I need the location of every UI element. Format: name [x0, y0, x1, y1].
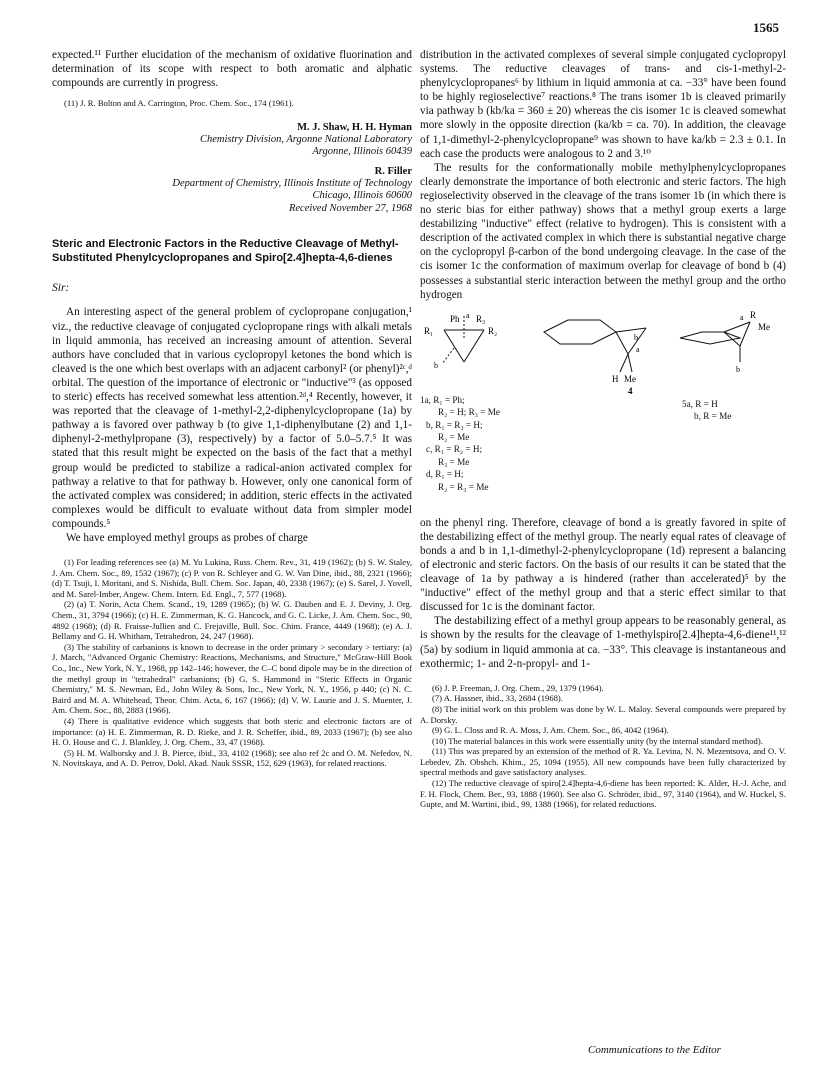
struct-label: H	[612, 373, 619, 384]
compound-label: 5a, R = H	[682, 398, 718, 409]
footnote: (8) The initial work on this problem was done by W. L. Maloy. Several compounds were prepared by A. Dorsky.	[420, 703, 786, 725]
section-footer: Communications to the Editor	[588, 1044, 721, 1056]
compound-labels-1	[420, 394, 500, 493]
struct-label: a	[740, 312, 744, 322]
right-column	[420, 48, 786, 810]
structure-drawings	[420, 310, 786, 394]
affiliation-1b: Argonne, Illinois 60439	[312, 146, 412, 158]
footnote: (2) (a) T. Norin, Acta Chem. Scand., 19, 1289 (1965); (b) W. G. Dauben and E. J. Deviny, J. Org. Chem., 31, 3794 (1966); (c) H. E. Zimmerman, K. G. Hancock, and G. C. Licke, J. Am. Chem. Soc., 90, 4892 (1968); (d) R. Fraisse-Jullien and C. Frejaville, Bull. Soc. Chim. France, 4449 (1968); (e) A. J. Bellamy and G. H. Whitham, Tetrahedron, 24, 247 (1968).	[52, 599, 412, 642]
body-paragraph-5: on the phenyl ring. Therefore, cleavage of bond a is greatly favored in spite of the destabilizing effect of the methyl group. The nearly equal rates of cleavage of bonds a and b in 1,1-dimethyl-2-phenylcyclopropane (1d) represent a balancing of electronic and steric factors. On the basis of our results it can be stated that the cleavage of 1a by pathway a is hindered (rather than accelerated)⁵ by the "inductive" effect of the methyl group and that a steric effect similar to that discussed for 1c is the dominant factor.	[420, 516, 786, 614]
footnote: (11) This was prepared by an extension of the method of R. Ya. Levina, N. N. Mezentsova, and O. V. Lebedev, Zh. Obshch. Khim., 25, 1094 (1955). All new compounds have been fully characterized by spectral methods and gave satisfactory analyses.	[420, 746, 786, 778]
footnotes-left	[52, 557, 412, 769]
struct-label: b	[434, 360, 438, 370]
body-paragraph-6: The destabilizing effect of a methyl group appears to be reasonably general, as is shown by the results for the cleavage of 1-methylspiro[2.4]hepta-4,6-diene¹¹,¹² (5a) by sodium in liquid ammonia at ca. −33°. This cleavage is instantaneous and exothermic; 1- and 2-n-propyl- and 1-	[420, 615, 786, 670]
page-number: 1565	[753, 20, 779, 35]
compound-label: b, R = Me	[694, 411, 732, 422]
compound-labels-5	[682, 398, 731, 423]
author-line-1: M. J. Shaw, H. H. Hyman	[297, 121, 412, 133]
footnote: (3) The stability of carbanions is known to decrease in the order primary > secondary > tertiary: (a) J. March, "Advanced Organic Chemistry: Reactions, Mechanisms, and Structure," McGraw-Hill Book Co., Inc., New York, N. Y., 1968, pp 142–146; however, the C–C bond dipole may be in the direction of the methyl group in "tetrahedral" carbanions; (b) G. S. Hammond in "Steric Effects in Organic Chemistry," M. S. Newman, Ed., John Wiley & Sons, Inc., New York, N. Y., 1956, p 440; (c) N. C. Baird and M. A. Whitehead, Theor. Chim. Acta, 6, 167 (1966); (d) V. W. Laurie and J. S. Muenter, J. Am. Chem. Soc., 88, 2883 (1966).	[52, 641, 412, 716]
article-title: Steric and Electronic Factors in the Reductive Cleavage of Methyl-Substituted Phenylcyclopropanes and Spiro[2.4]hepta-4,6-dienes	[52, 238, 399, 265]
compound-label: b, R₁ = R₃ = H;	[426, 419, 483, 430]
left-column	[52, 48, 412, 769]
struct-label: Me	[758, 321, 770, 332]
struct-label: b	[736, 364, 740, 374]
footnote: (5) H. M. Walborsky and J. B. Pierce, ibid., 33, 4102 (1968); see also ref 2c and O. M. Nefedov, N. N. Novitskaya, and A. D. Petrov, Dokl. Akad. Nauk SSSR, 152, 629 (1963), for related reactions.	[52, 747, 412, 769]
body-paragraph-3: distribution in the activated complexes of several simple conjugated cyclopropyl systems. The reductive cleavages of trans- and cis-1-methyl-2-phenylcyclopropanes⁶ by lithium in liquid ammonia at ca. −33° have been found to be highly regioselective⁷ reactions.⁸ The trans isomer 1b is cleaved primarily via pathway b (kb/ka = 360 ± 20) whereas the cis isomer 1c is cleaved somewhat more slowly in the opposite direction (ka/kb = ca. 70). In addition, the cleavage of 1,1-dimethyl-2-phenylcyclopropane⁹ was shown to have ka/kb = 2.3 ± 0.1. In each case the products were analogous to 2 and 3.¹⁰	[420, 49, 786, 160]
footnote: (6) J. P. Freeman, J. Org. Chem., 29, 1379 (1964).	[432, 682, 604, 693]
struct-label: b	[634, 332, 638, 342]
structure-figure	[420, 310, 786, 510]
structure-4	[544, 320, 646, 372]
author-line-2: R. Filler	[374, 165, 412, 177]
struct-label: R	[750, 309, 757, 320]
footnote: (12) The reductive cleavage of spiro[2.4]hepta-4,6-diene has been reported: K. Alder, H.-J. Ache, and F. H. Flock, Chem. Ber., 93, 1888 (1960). See also G. Schröder, ibid., 97, 3140 (1964), and W. Huckel, S. Gupte, and M. Wartini, ibid., 99, 1388 (1966), for related reductions.	[420, 778, 786, 810]
body-paragraph-1: An interesting aspect of the general problem of cyclopropane conjugation,¹ viz., the reductive cleavage of conjugated cyclopropane rings with alkali metals in liquid ammonia, has received an increasing amount of attention. Several authors have concluded that in various cyclopropyl ketones the bond which is cleaved is the one which best overlaps with an adjacent carbonyl² (or phenyl)²ᶜ,ᵈ orbital. The question of the importance of electronic or "inductive"³ (as opposed to steric) effects has received somewhat less attention.²ᵈ,⁴ Recently, however, it was reported that the cleavage of 1-methyl-2,2-diphenylcyclopropane (1a) by pathway a is favored over pathway b (to give 1,1-diphenylbutane (2) and 1,1-diphenyl-2-methylpropane (3), respectively) by a factor of 5.0–5.7.⁵ It was stated that this result might be expected on the basis of the fact that a methyl group would be predicted to stabilize a radical-anion activated complex for pathway a relative to that for pathway b. However, only one canonical form of the activated complex was considered; in addition, steric effects in the activated complexes would be difficult to evaluate without data from simpler model compounds.⁵	[52, 306, 412, 530]
compound-label: R₂ = H; R₃ = Me	[438, 407, 500, 418]
footnote: (9) G. L. Closs and R. A. Moss, J. Am. Chem. Soc., 86, 4042 (1964).	[432, 725, 669, 736]
compound-label: R₃ = Me	[438, 456, 470, 467]
footnote: (1) For leading references see (a) M. Yu Lukina, Russ. Chem. Rev., 31, 419 (1962); (b) S. W. Staley, J. Am. Chem. Soc., 89, 1532 (1967); (c) P. von R. Schleyer and G. W. Van Dine, ibid., 88, 2321 (1966); (d) T. Tsuji, I. Moritani, and S. Nishida, Bull. Chem. Soc. Japan, 40, 2338 (1967); (e) S. Sarel, J. Yovell, and M. Sarel-Imber, Angew. Chem. Intern. Ed. Engl., 7, 577 (1968).	[52, 557, 412, 599]
compound-label: 1a, R₁ = Ph;	[420, 394, 465, 405]
received-date: Received November 27, 1968	[288, 202, 412, 214]
affiliation-1a: Chemistry Division, Argonne National Laboratory	[199, 133, 412, 145]
struct-label: R₂	[488, 325, 498, 336]
intro-paragraph: expected.¹¹ Further elucidation of the mechanism of oxidative fluorination and determination of its scope with respect to both aromatic and alphatic compounds are currently in progress.	[52, 49, 412, 90]
struct-label: 4	[628, 385, 633, 394]
footnote: (10) The material balances in this work were essentially unity (by the internal standard method).	[432, 735, 763, 746]
body-paragraph-4: The results for the conformationally mobile methylphenylcyclopropanes clearly demonstrate the importance of both electronic and steric factors. The high regioselectivity observed in the cleavage of the trans isomer 1b (in which there is no steric bias for either pathway) shows that a methyl group exerts a large destabilizing "inductive" effect (relative to hydrogen). This is consistent with a description of the activated complex in which there is substantial negative charge on the cyclopropyl β-carbon of the bond undergoing cleavage. In the case of the cis isomer 1c the conformation of maximum overlap for cleavage of bond b (4) possesses a substantial steric interaction between the methyl group and the ortho hydrogen	[420, 161, 786, 301]
compound-label: R₂ = Me	[438, 431, 470, 442]
struct-label: a	[466, 310, 470, 320]
body-paragraph-2: We have employed methyl groups as probes of charge	[66, 531, 308, 544]
affiliation-2a: Department of Chemistry, Illinois Institute of Technology	[172, 177, 412, 189]
footnote: (4) There is qualitative evidence which suggests that both steric and electronic factors are of importance: (a) H. E. Zimmerman, R. D. Rieke, and J. R. Scheffer, ibid., 89, 2033 (1967); (b) see also H. O. House and C. J. Blankley, J. Org. Chem., 33, 47 (1968).	[52, 715, 412, 748]
compound-label: R₂ = R₃ = Me	[438, 481, 489, 492]
struct-label: Me	[624, 373, 636, 384]
compound-label: d, R₁ = H;	[426, 469, 464, 480]
affiliation-2b: Chicago, Illinois 60600	[312, 190, 412, 202]
struct-label: Ph	[450, 313, 460, 324]
compound-label: c, R₁ = R₂ = H;	[426, 444, 483, 455]
footnotes-right	[420, 683, 786, 810]
footnote: (7) A. Hassner, ibid., 33, 2684 (1968).	[432, 693, 563, 704]
struct-label: R₃	[476, 313, 486, 324]
salutation: Sir:	[52, 282, 70, 295]
footnote-11: (11) J. R. Bolton and A. Carrington, Proc. Chem. Soc., 174 (1961).	[64, 98, 294, 109]
struct-label: R₁	[424, 325, 434, 336]
struct-label: a	[636, 344, 640, 354]
structure-5	[680, 322, 750, 362]
